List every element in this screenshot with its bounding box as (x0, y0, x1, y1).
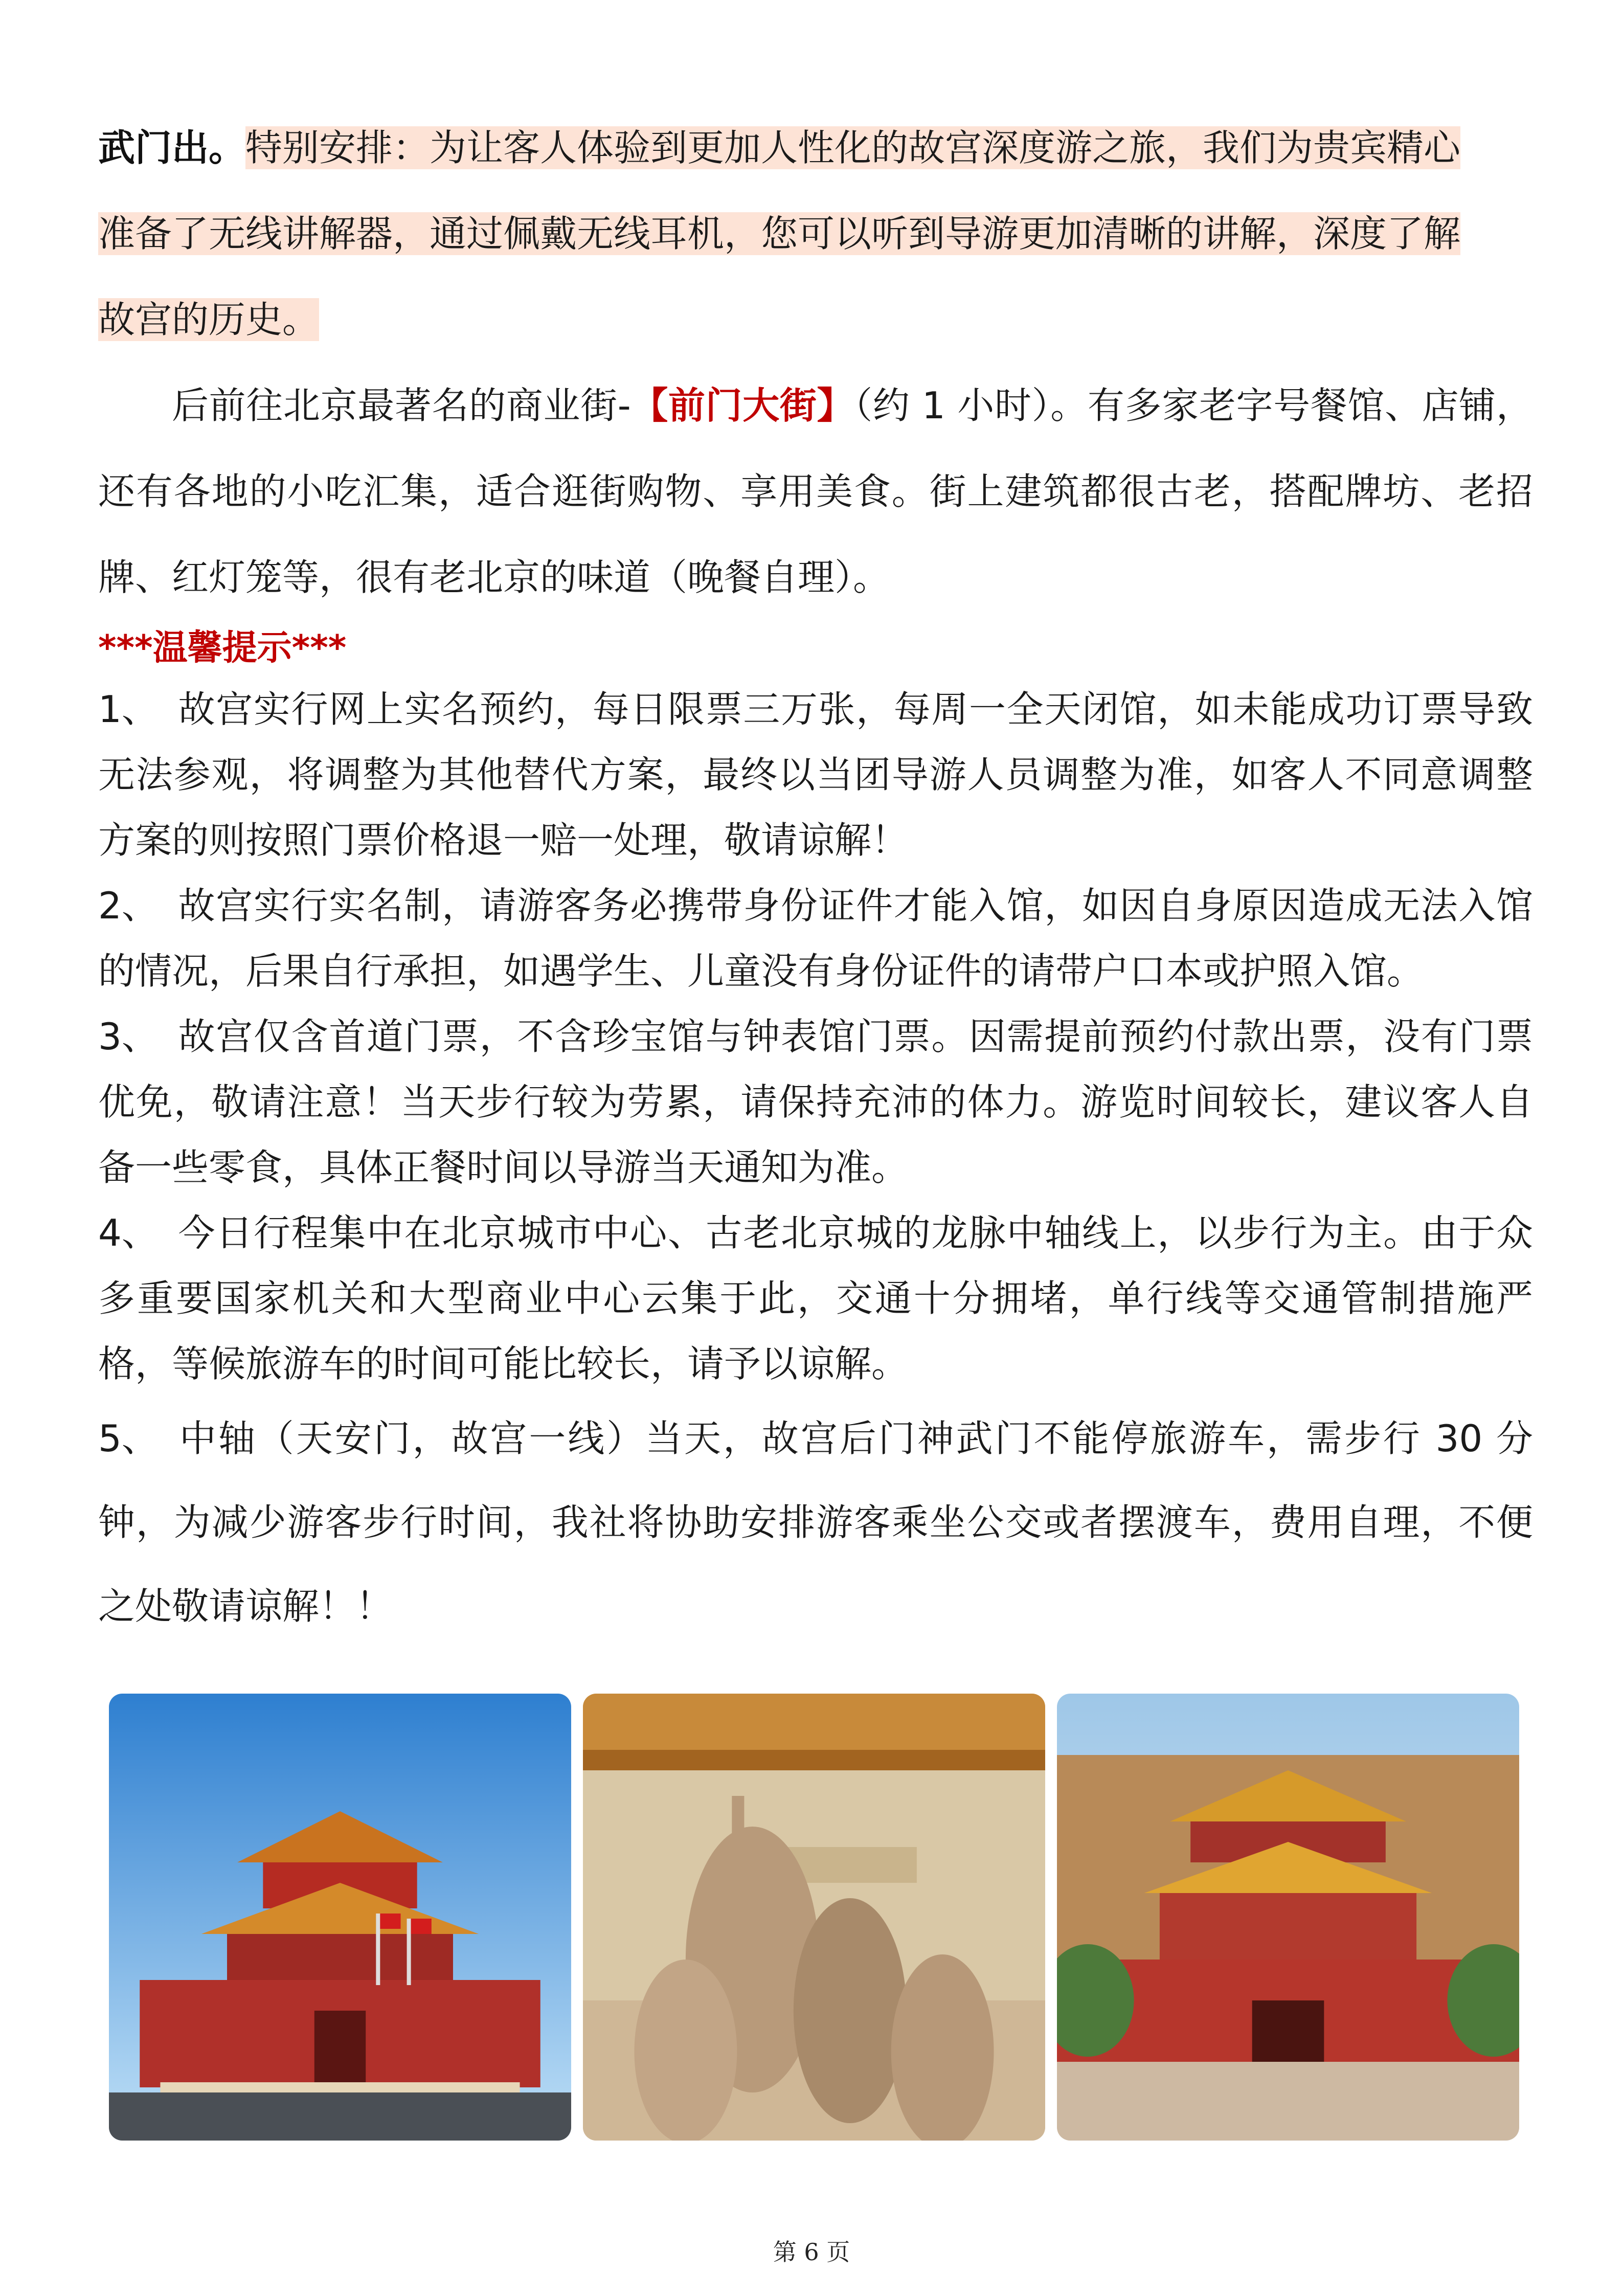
photo-strip (109, 1694, 1519, 2141)
highlight-line-2: 准备了无线讲解器，通过佩戴无线耳机，您可以听到导游更加清晰的讲解，深度了解 (98, 212, 1461, 255)
tip-item-1 (98, 677, 1533, 873)
highlight-line-1: 特别安排：为让客人体验到更加人性化的故宫深度游之旅，我们为贵宾精心 (245, 126, 1461, 169)
tip-text: 今日行程集中在北京城市中心、古老北京城的龙脉中轴线上，以步行为主。由于众多重要国家机关和大型商业中心云集于此，交通十分拥堵，单行线等交通管制措施严格，等候旅游车的时间可能比较长，请予以谅解。 (98, 1211, 1533, 1385)
tip-text: 中轴（天安门，故宫一线）当天，故宫后门神武门不能停旅游车，需步行 30 分钟，为减少游客步行时间，我社将协助安排游客乘坐公交或者摆渡车，费用自理，不便之处敬请谅解！！ (98, 1417, 1533, 1628)
document-body (98, 105, 1533, 1648)
tip-number: 2、 (98, 884, 159, 927)
page-number: 第 6 页 (773, 2238, 850, 2266)
tip-text: 故宫仅含首道门票，不含珍宝馆与钟表馆门票。因需提前预约付款出票，没有门票优免，敬请注意！当天步行较为劳累，请保持充沛的体力。游览时间较长，建议客人自备一些零食，具体正餐时间以导游当天通知为准。 (98, 1015, 1533, 1189)
tip-item-4 (98, 1200, 1533, 1397)
tip-number: 1、 (98, 688, 159, 731)
tip-number: 3、 (98, 1015, 159, 1058)
mausoleum-statue-photo (583, 1694, 1045, 2141)
qianmen-before: 后前往北京最著名的商业街- (172, 384, 631, 427)
qianmen-title: 【前门大街】 (630, 384, 854, 427)
qianmen-after: （约 1 小时）。有多家老字号餐馆、店铺，还有各地的小吃汇集，适合逛街购物、享用美食。街上建筑都很古老，搭配牌坊、老招牌、红灯笼等，很有老北京的味道（晚餐自理）。 (98, 384, 1533, 599)
highlight-line-3: 故宫的历史。 (98, 298, 320, 341)
bold-lead: 武门出。 (98, 126, 246, 169)
tiananmen-photo (109, 1694, 571, 2141)
tip-item-5 (98, 1397, 1533, 1648)
tip-text: 故宫实行实名制，请游客务必携带身份证件才能入馆，如因自身原因造成无法入馆的情况，后果自行承担，如遇学生、儿童没有身份证件的请带户口本或护照入馆。 (98, 884, 1533, 993)
tip-item-2 (98, 873, 1533, 1004)
forbidden-city-photo (1057, 1694, 1519, 2141)
tip-number: 5、 (98, 1417, 159, 1460)
tips-title: ***温馨提示*** (98, 628, 347, 668)
tip-number: 4、 (98, 1211, 159, 1254)
tip-text: 故宫实行网上实名预约，每日限票三万张，每周一全天闭馆，如未能成功订票导致无法参观，将调整为其他替代方案，最终以当团导游人员调整为准，如客人不同意调整方案的则按照门票价格退一赔一处理，敬请谅解！ (98, 688, 1533, 862)
paragraph-qianmen (98, 363, 1533, 620)
tip-item-3 (98, 1004, 1533, 1200)
paragraph-special-arrangement (98, 105, 1533, 363)
